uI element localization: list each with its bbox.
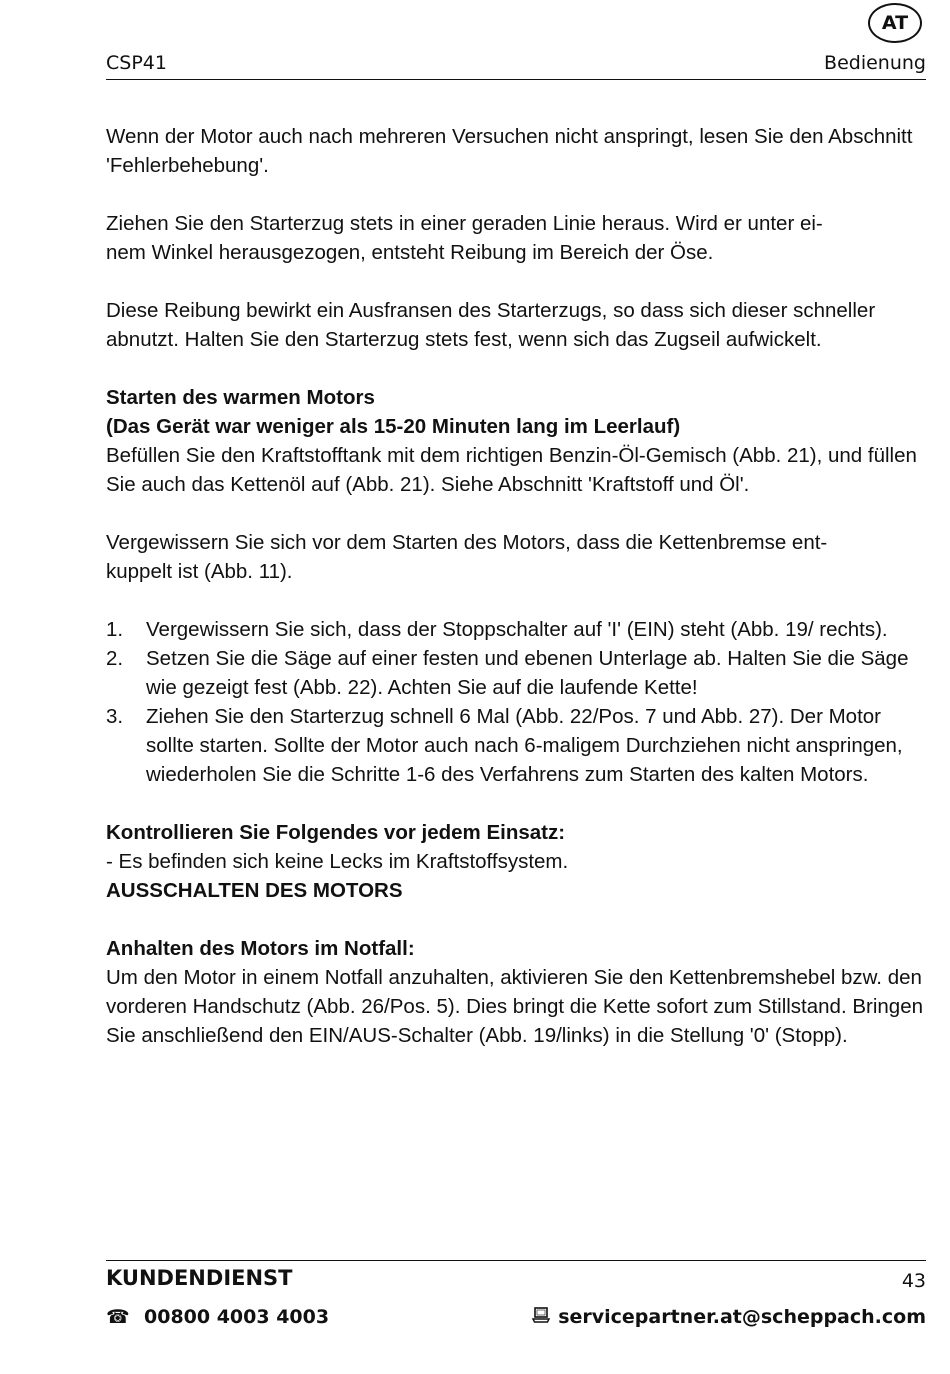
list-item (106, 644, 926, 702)
paragraph-fuel: Befüllen Sie den Kraftstofftank mit dem richtigen Benzin-Öl-Gemisch (Abb. 21), und füllen Sie auch das Kettenöl auf (Abb. 21). Siehe Abschnitt 'Kraftstoff und Öl'. (106, 444, 917, 496)
heading-warm-start-sub: (Das Gerät war weniger als 15-20 Minuten lang im Leerlauf) (106, 415, 681, 438)
steps-list (106, 615, 926, 789)
paragraph-pull-straight (106, 209, 926, 267)
section-label: Bedienung (824, 52, 926, 74)
step-number: 1. (106, 618, 124, 641)
heading-warm-start: Starten des warmen Motors (106, 386, 375, 409)
footer-divider (106, 1260, 926, 1261)
paragraph-chain-brake-line2: kuppelt ist (Abb. 11). (106, 560, 293, 583)
step-text: Vergewissern Sie sich, dass der Stoppschalter auf 'I' (EIN) steht (Abb. 19/ rechts). (146, 618, 888, 641)
footer-title: KUNDENDIENST (106, 1266, 293, 1290)
list-item (106, 702, 926, 789)
step-number: 2. (106, 647, 124, 670)
phone-icon: ☎ (106, 1306, 130, 1328)
paragraph-pull-straight-line1: Ziehen Sie den Starterzug stets in einer geraden Linie heraus. Wird er unter ei- (106, 212, 823, 235)
paragraph-emergency: Um den Motor in einem Notfall anzuhalten, aktivieren Sie den Kettenbremshebel bzw. den vorderen Handschutz (Abb. 26/Pos. 5). Dies bringt die Kette sofort zum Stillstand. Bringen Sie anschließend den EIN/AUS-Schalter (Abb. 19/links) in die Stellung '0' (Stopp). (106, 966, 923, 1047)
heading-emergency: Anhalten des Motors im Notfall: (106, 937, 415, 960)
email-address[interactable]: servicepartner.at@scheppach.com (558, 1306, 926, 1328)
page-body (106, 122, 926, 1050)
step-number: 3. (106, 705, 124, 728)
computer-icon (532, 1306, 550, 1328)
paragraph-friction: Diese Reibung bewirkt ein Ausfransen des Starterzugs, so dass sich dieser schneller abnutzt. Halten Sie den Starterzug stets fest, wenn sich das Zugseil aufwickelt. (106, 299, 876, 351)
paragraph-troubleshooting: Wenn der Motor auch nach mehreren Versuchen nicht anspringt, lesen Sie den Abschnitt 'Fehlerbehebung'. (106, 125, 913, 177)
heading-switch-off: AUSSCHALTEN DES MOTORS (106, 879, 403, 902)
check-item: - Es befinden sich keine Lecks im Kraftstoffsystem. (106, 850, 569, 873)
list-item (106, 615, 926, 644)
step-text: Setzen Sie die Säge auf einer festen und ebenen Unterlage ab. Halten Sie die Säge wie gezeigt fest (Abb. 22). Achten Sie auf die laufende Kette! (146, 647, 909, 699)
page-number: 43 (901, 1270, 926, 1292)
heading-check: Kontrollieren Sie Folgendes vor jedem Einsatz: (106, 821, 566, 844)
paragraph-chain-brake-line1: Vergewissern Sie sich vor dem Starten des Motors, dass die Kettenbremse ent- (106, 531, 828, 554)
paragraph-pull-straight-line2: nem Winkel herausgezogen, entsteht Reibung im Bereich der Öse. (106, 241, 714, 264)
footer-phone (106, 1306, 329, 1328)
footer-email (532, 1306, 926, 1328)
paragraph-chain-brake (106, 528, 926, 586)
model-label: CSP41 (106, 52, 167, 74)
country-badge: AT (868, 3, 922, 43)
phone-number: 00800 4003 4003 (144, 1306, 330, 1328)
header-divider (106, 79, 926, 80)
step-text: Ziehen Sie den Starterzug schnell 6 Mal (Abb. 22/Pos. 7 und Abb. 27). Der Motor sollte starten. Sollte der Motor auch nach 6-maligem Durchziehen nicht anspringen, wiederholen Sie die Schritte 1-6 des Verfahrens zum Starten des kalten Motors. (146, 705, 903, 786)
